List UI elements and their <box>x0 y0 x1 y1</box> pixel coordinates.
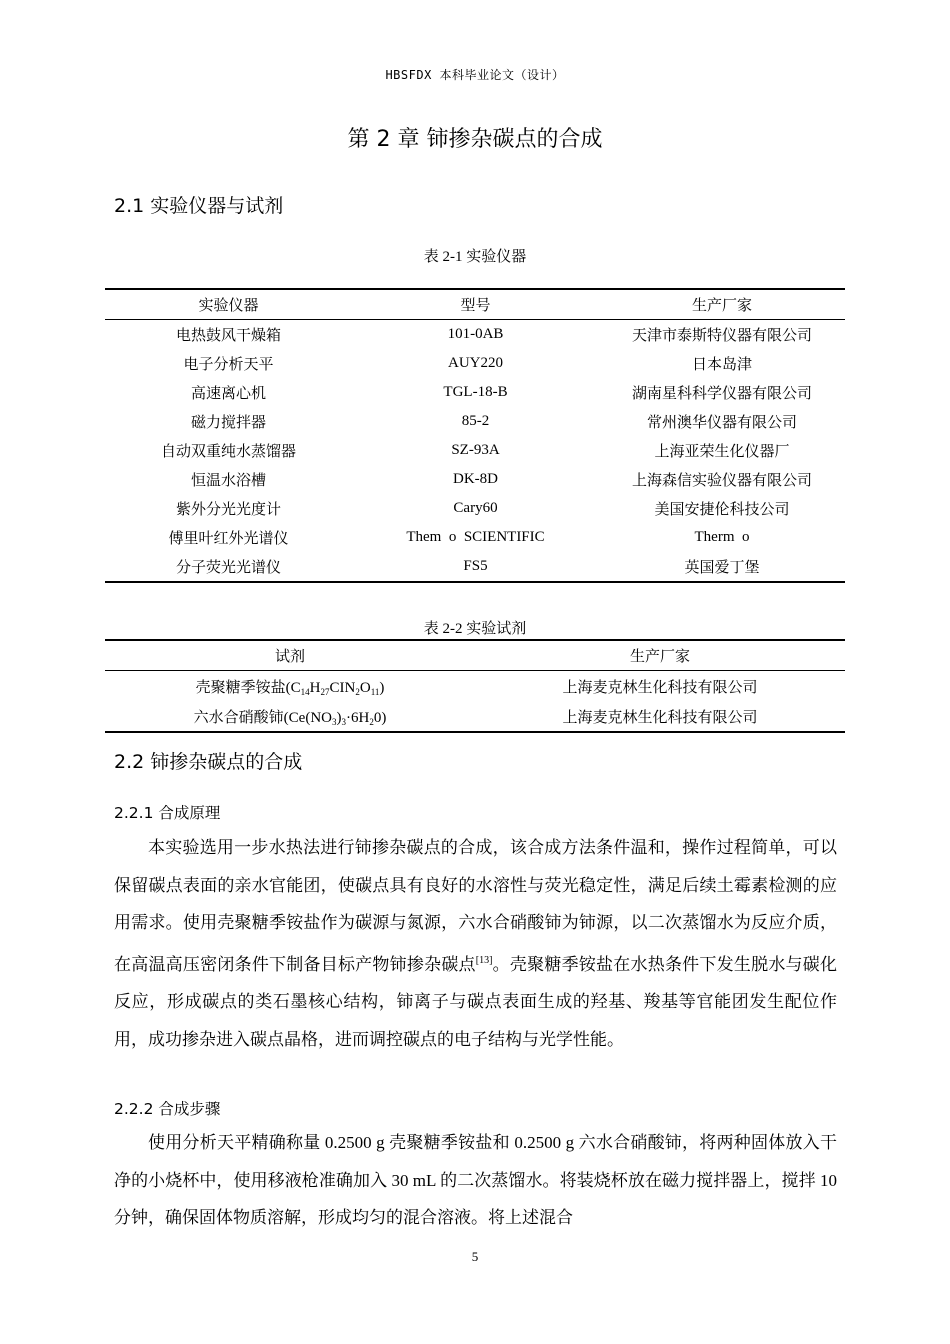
instrument-name: 傅里叶红外光谱仪 <box>168 531 289 547</box>
instrument-model: SZ-93A <box>451 442 500 458</box>
column-header-manufacturer: 生产厂家 <box>691 298 752 314</box>
table-row <box>105 523 845 552</box>
instrument-maker: 日本岛津 <box>691 357 752 373</box>
page-number: 5 <box>471 1249 479 1264</box>
instrument-name: 恒温水浴槽 <box>190 473 266 489</box>
section-heading-2-1: 2.1 实验仪器与试剂 <box>114 195 284 217</box>
reagent-name: 六水合硝酸铈$(Ce(NO_3)_3\cdot 6H_20)$ <box>193 709 387 727</box>
column-header-model: 型号 <box>460 298 491 314</box>
table-header-row <box>105 289 845 320</box>
instrument-model: DK-8D <box>453 471 498 487</box>
body-paragraph-steps: 使用分析天平精确称量 0.2500 g 壳聚糖季铵盐和 0.2500 g 六水合硝酸铈，将两种固体放入干净的小烧杯中，使用移液枪准确加入 30 mL 的二次蒸馏水。将装烧杯放在磁力搅拌器上，搅拌 10 分钟，确保固体物质溶解，形成均匀的混合溶液。将上述混合 <box>114 1133 837 1227</box>
instrument-maker: 英国爱丁堡 <box>684 560 760 576</box>
instrument-name: 紫外分光光度计 <box>175 502 281 518</box>
instrument-maker: 常州澳华仪器有限公司 <box>646 415 797 431</box>
table-row <box>105 349 845 378</box>
section-heading-2-2: 2.2 铈掺杂碳点的合成 <box>114 751 303 773</box>
column-header-instrument: 实验仪器 <box>198 298 259 314</box>
table-row <box>105 671 845 702</box>
instrument-name: 高速离心机 <box>190 386 266 402</box>
reagent-table <box>105 639 845 733</box>
table2-caption: 表 2-2 实验试剂 <box>423 621 527 637</box>
table-row <box>105 407 845 436</box>
instrument-maker: 天津市泰斯特仪器有限公司 <box>631 328 812 344</box>
instrument-name: 电子分析天平 <box>183 357 274 373</box>
instrument-maker: 上海森信实验仪器有限公司 <box>631 473 812 489</box>
page-header: HBSFDX 本科毕业论文（设计） <box>385 68 565 82</box>
column-header-manufacturer: 生产厂家 <box>629 649 690 665</box>
instrument-maker: 上海亚荣生化仪器厂 <box>654 444 790 460</box>
instrument-maker: 美国安捷伦科技公司 <box>654 502 790 518</box>
instrument-name: 电热鼓风干燥箱 <box>175 328 281 344</box>
table1-caption: 表 2-1 实验仪器 <box>423 249 527 265</box>
table-row <box>105 465 845 494</box>
table-row <box>105 701 845 732</box>
subsection-heading-2-2-2: 2.2.2 合成步骤 <box>114 1100 221 1118</box>
table-row <box>105 320 845 350</box>
instrument-maker: Therm o <box>694 529 750 545</box>
table-row <box>105 378 845 407</box>
reagent-name: 壳聚糖季铵盐$(C_{14}H_{27}CIN_2O_{11})$ <box>195 679 385 697</box>
instrument-name: 磁力搅拌器 <box>190 415 266 431</box>
instrument-model: AUY220 <box>448 355 503 371</box>
column-header-reagent: 试剂 <box>274 649 305 665</box>
citation-ref: [13] <box>475 954 493 966</box>
table-row <box>105 436 845 465</box>
instrument-name: 分子荧光光谱仪 <box>175 560 281 576</box>
subsection-heading-2-2-1: 2.2.1 合成原理 <box>114 804 221 822</box>
instrument-model: TGL-18-B <box>443 384 508 400</box>
body-paragraph-principle: 本实验选用一步水热法进行铈掺杂碳点的合成，该合成方法条件温和，操作过程简单，可以保留碳点表面的亲水官能团，使碳点具有良好的水溶性与荧光稳定性，满足后续土霉素检测的应用需求。使用壳聚糖季铵盐作为碳源与氮源，六水合硝酸铈为铈源，以二次蒸馏水为反应介质，在高温高压密闭条件下制备目标产物铈掺杂碳点[13]。壳聚糖季铵盐在水热条件下发生脱水与碳化反应，形成碳点的类石墨核心结构，铈离子与碳点表面生成的羟基、羧基等官能团发生配位作用，成功掺杂进入碳点晶格，进而调控碳点的电子结构与光学性能。 <box>114 838 838 1049</box>
reagent-maker: 上海麦克林生化科技有限公司 <box>562 709 758 726</box>
instrument-table <box>105 288 845 583</box>
table-header-row <box>105 640 845 671</box>
table-row <box>105 552 845 582</box>
reagent-maker: 上海麦克林生化科技有限公司 <box>562 679 758 696</box>
chapter-title: 第 2 章 铈掺杂碳点的合成 <box>347 127 603 152</box>
instrument-model: Them o SCIENTIFIC <box>406 529 545 545</box>
instrument-model: FS5 <box>463 558 488 574</box>
table-row <box>105 494 845 523</box>
instrument-model: 101-0AB <box>447 326 504 342</box>
instrument-model: 85-2 <box>461 413 490 429</box>
instrument-name: 自动双重纯水蒸馏器 <box>160 444 296 460</box>
instrument-maker: 湖南星科科学仪器有限公司 <box>631 386 812 402</box>
instrument-model: Cary60 <box>453 500 498 516</box>
